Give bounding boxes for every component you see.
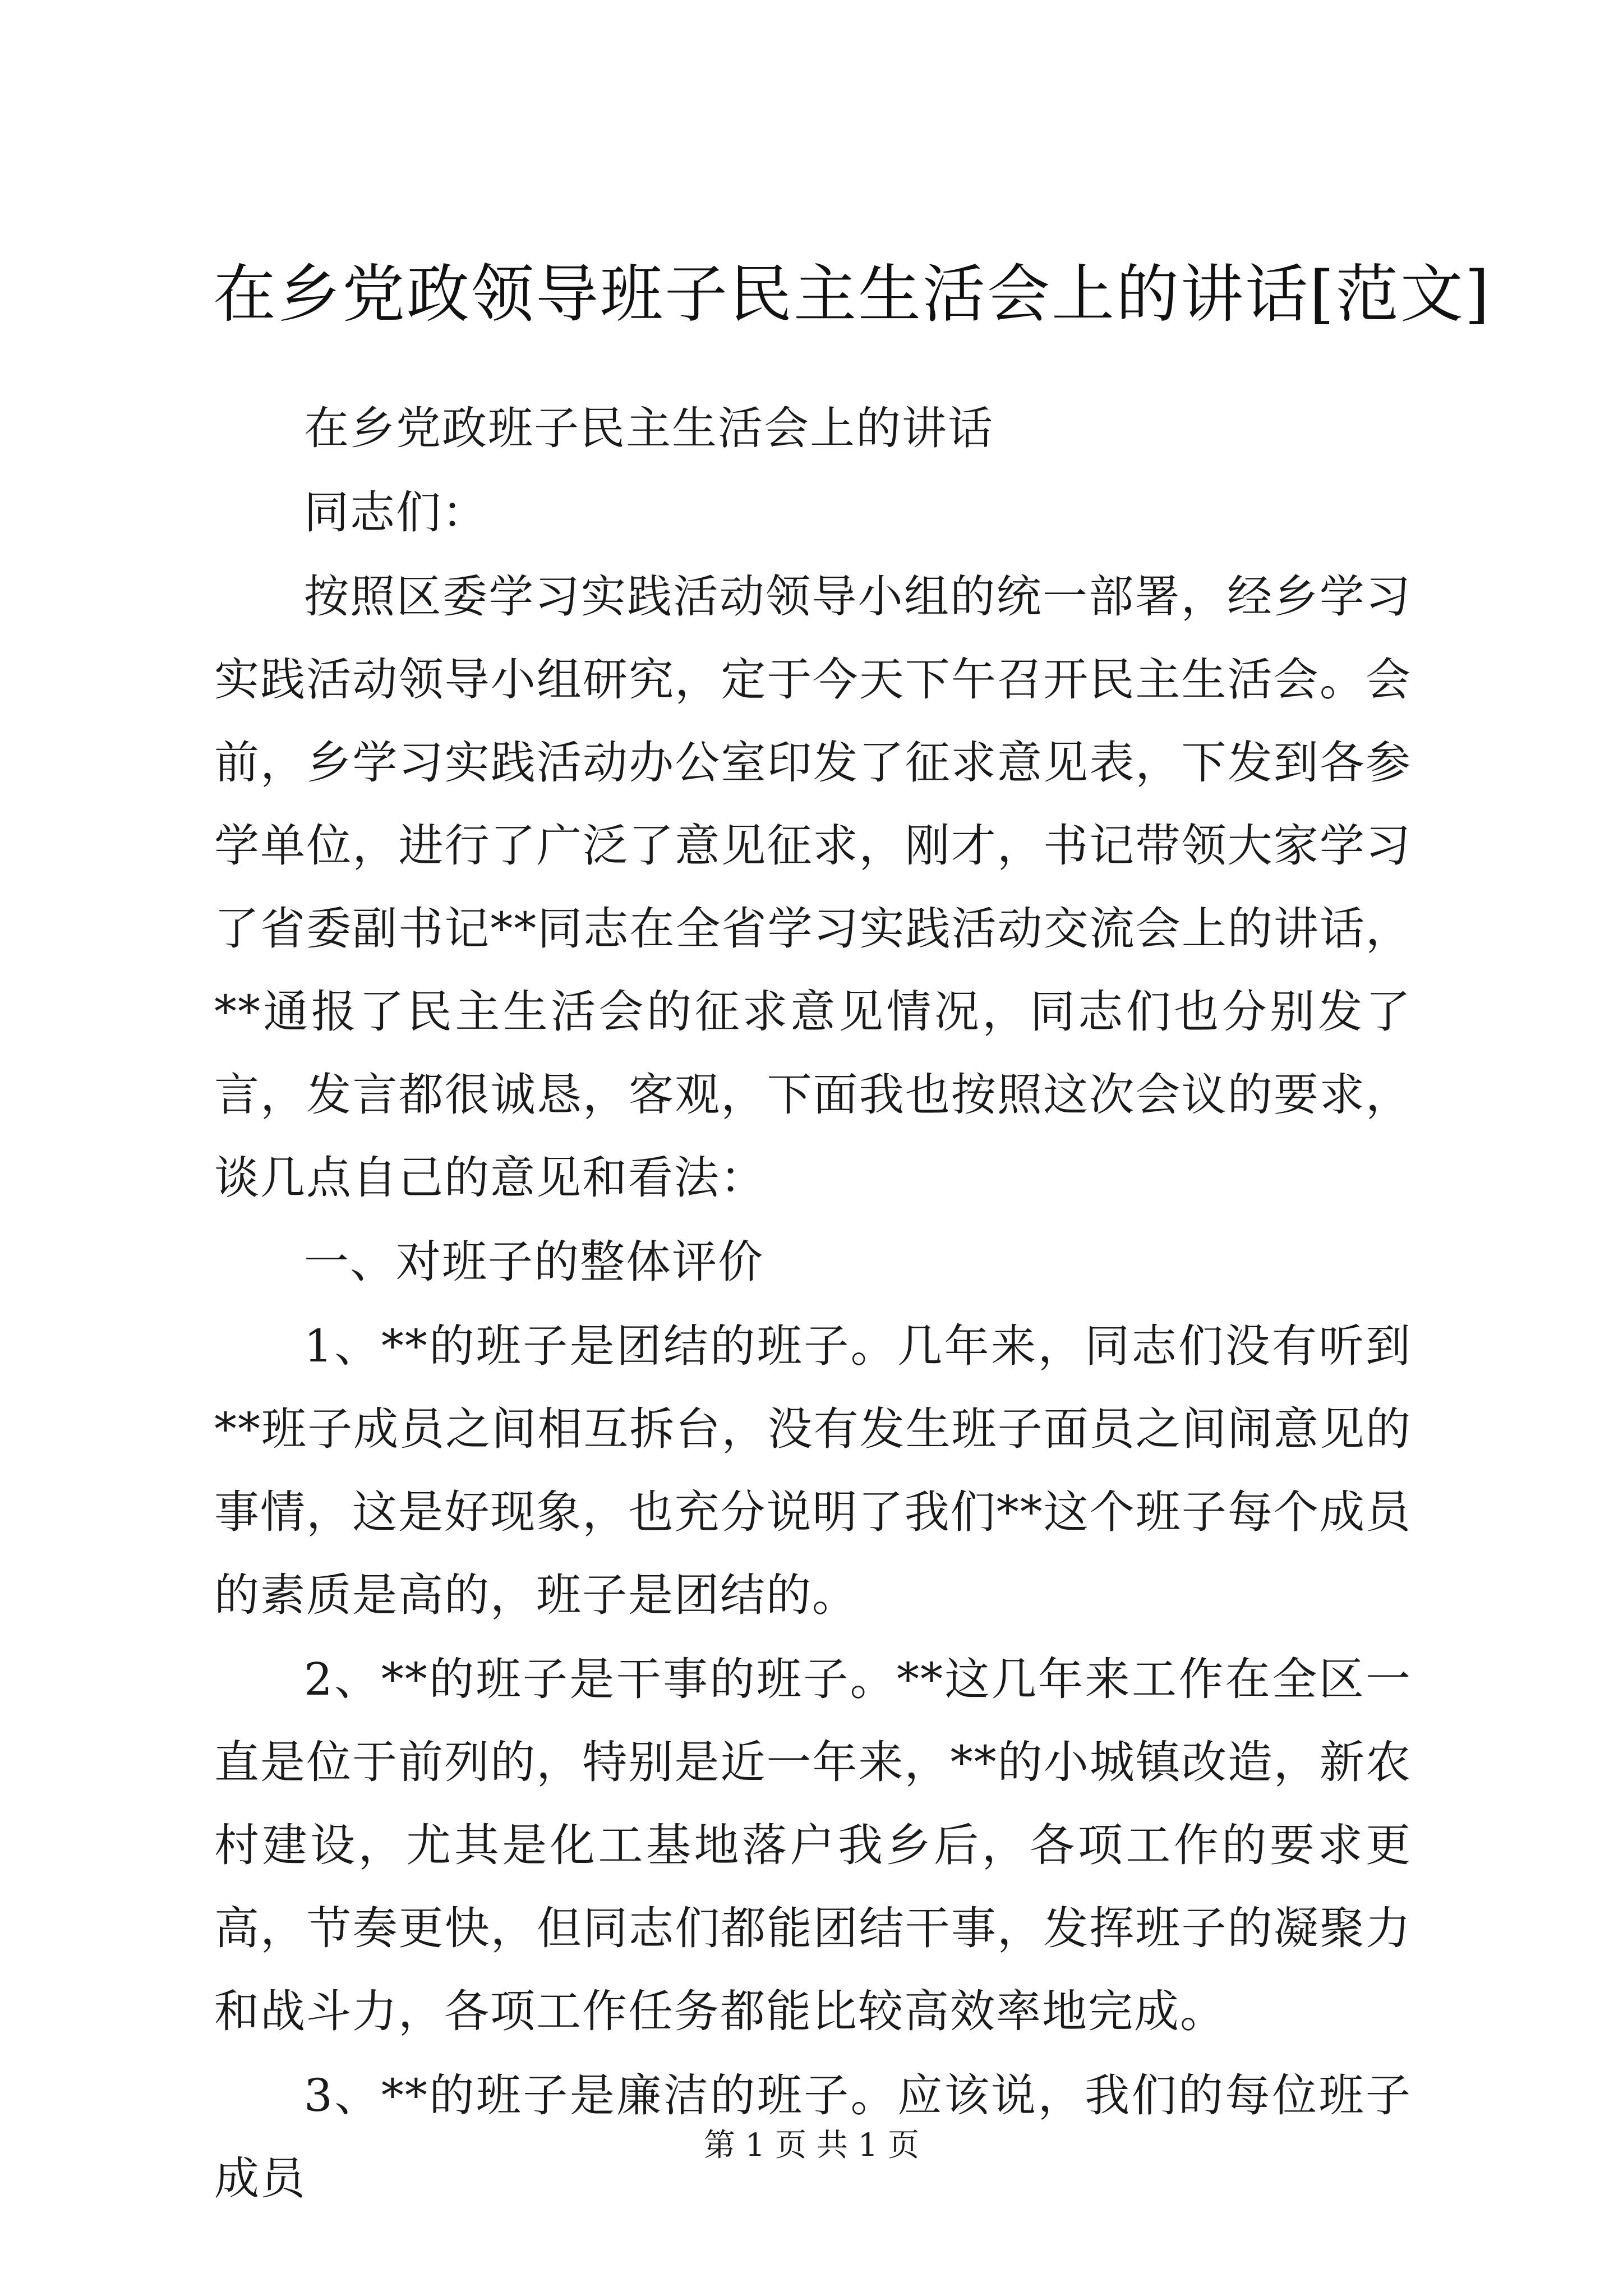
paragraph-point-2: 2、**的班子是干事的班子。**这几年来工作在全区一直是位于前列的，特别是近一年来，**的小城镇改造，新农村建设，尤其是化工基地落户我乡后，各项工作的要求更高，节奏更快，但同志们都能团结干事，发挥班子的凝聚力和战斗力，各项工作任务都能比较高效率地完成。 [214, 1653, 1412, 2037]
page-footer: 第 1 页 共 1 页 [703, 2127, 920, 2164]
paragraph-point-1: 1、**的班子是团结的班子。几年来，同志们没有听到**班子成员之间相互拆台，没有发生班子面员之间闹意见的事情，这是好现象，也充分说明了我们**这个班子每个成员的素质是高的，班子是团结的。 [214, 1320, 1412, 1621]
paragraph-point-3: 3、**的班子是廉洁的班子。应该说，我们的每位班子成员 [214, 2069, 1412, 2205]
document-body [214, 387, 1412, 2221]
salutation: 同志们： [304, 486, 488, 539]
speech-subtitle: 在乡党政班子民主生活会上的讲话 [304, 402, 994, 454]
section-heading: 一、对班子的整体评价 [304, 1236, 764, 1288]
document-title: 在乡党政领导班子民主生活会上的讲话[范文] [213, 258, 1491, 331]
paragraph-intro: 按照区委学习实践活动领导小组的统一部署，经乡学习实践活动领导小组研究，定于今天下午召开民主生活会。会前，乡学习实践活动办公室印发了征求意见表，下发到各参学单位，进行了广泛了意见征求，刚才，书记带领大家学习了省委副书记**同志在全省学习实践活动交流会上的讲话，**通报了民主生活会的征求意见情况，同志们也分别发了言，发言都很诚恳，客观，下面我也按照这次会议的要求，谈几点自己的意见和看法： [214, 570, 1412, 1204]
